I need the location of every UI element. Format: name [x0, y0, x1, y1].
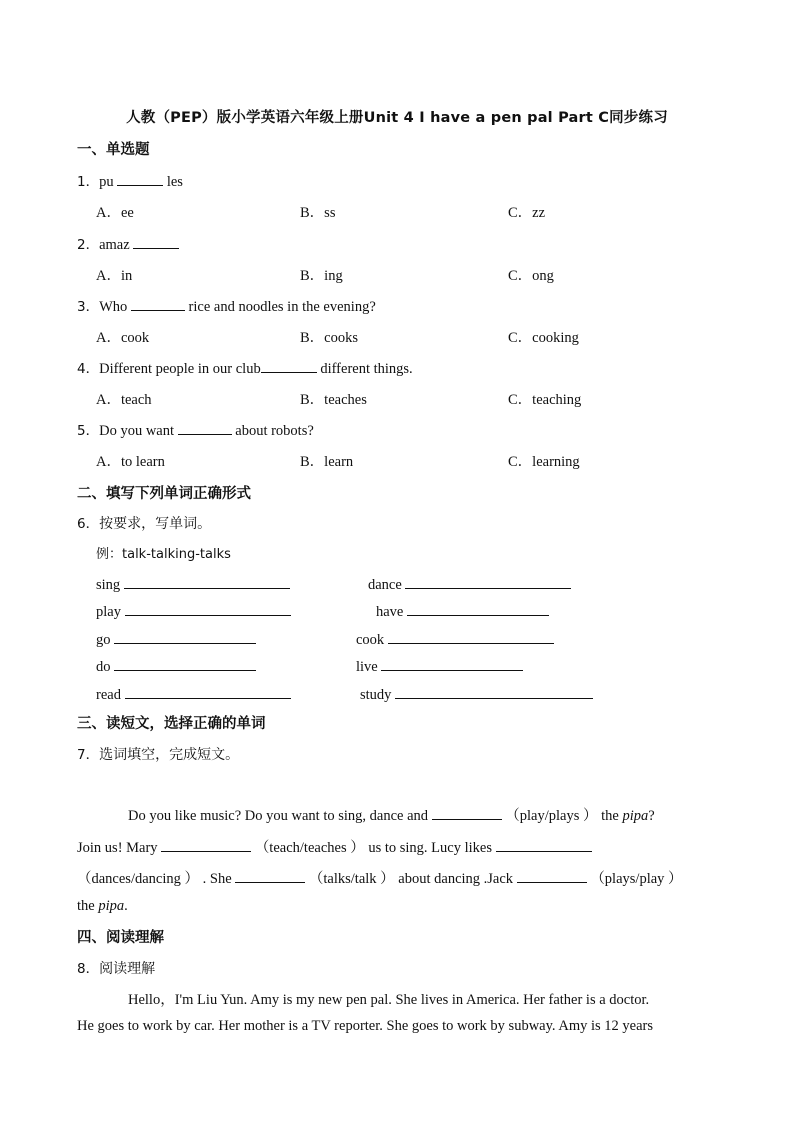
answer-blank[interactable]	[261, 358, 317, 373]
answer-blank[interactable]	[178, 420, 232, 435]
cloze-line-2	[77, 836, 592, 857]
cloze-line-1	[128, 804, 655, 825]
word-row-play	[96, 601, 291, 621]
question-3	[77, 295, 376, 316]
cloze-blank-4[interactable]	[235, 868, 305, 883]
word-answer-blank[interactable]	[405, 574, 571, 589]
option-c[interactable]: C．ong	[508, 268, 554, 284]
cloze-choice: （teach/teaches ） us to sing. Lucy likes	[254, 840, 492, 856]
cloze-text: the	[77, 898, 95, 914]
option-a[interactable]: A．to learn	[96, 454, 165, 470]
question-6	[77, 512, 211, 533]
word-answer-blank[interactable]	[395, 684, 593, 699]
word-row-have	[376, 601, 549, 621]
question-instruction: 按要求，写单词。	[99, 516, 212, 532]
option-a[interactable]: A．cook	[96, 330, 150, 346]
question-instruction: 选词填空，完成短文。	[99, 747, 240, 763]
cloze-text: Join us! Mary	[77, 840, 158, 856]
word-answer-blank[interactable]	[124, 574, 290, 589]
reading-line-1: Hello，I'm Liu Yun. Amy is my new pen pal. She lives in America. Her father is a doctor.	[128, 992, 650, 1008]
question-text-after: rice and noodles in the evening?	[188, 299, 376, 315]
cloze-text: Do you like music? Do you want to sing, dance and	[128, 808, 429, 824]
word-answer-blank[interactable]	[388, 629, 554, 644]
word-answer-blank[interactable]	[114, 656, 256, 671]
cloze-italic-word: pipa	[98, 898, 125, 914]
cloze-text: ?	[648, 808, 655, 824]
question-7	[77, 743, 239, 764]
question-number: 3．	[77, 299, 100, 315]
cloze-line-3	[77, 867, 683, 888]
option-c[interactable]: C．teaching	[508, 392, 582, 408]
question-text-before: Who	[99, 299, 128, 315]
word-row-study	[360, 684, 593, 704]
word-row-cook	[356, 629, 554, 649]
question-5	[77, 419, 314, 440]
word-row-live	[356, 656, 523, 676]
cloze-choice: （plays/play ）	[590, 871, 683, 887]
word-label: sing	[96, 577, 121, 593]
cloze-choice: （dances/dancing ） . She	[77, 871, 232, 887]
cloze-choice: （play/plays ） the	[505, 808, 619, 824]
word-label: have	[376, 604, 404, 620]
question-number: 6．	[77, 516, 100, 532]
question-text-after: about robots?	[235, 423, 314, 439]
question-number: 5．	[77, 423, 100, 439]
word-answer-blank[interactable]	[125, 601, 291, 616]
reading-line-2: He goes to work by car. Her mother is a TV reporter. She goes to work by subway. Amy is 12 years	[77, 1018, 653, 1034]
cloze-text: .	[124, 898, 128, 914]
cloze-blank-2[interactable]	[161, 837, 251, 852]
question-number: 1．	[77, 174, 100, 190]
question-number: 4．	[77, 361, 100, 377]
question-text-after: les	[166, 174, 183, 190]
option-b[interactable]: B．ing	[300, 268, 343, 284]
question-text-before: Different people in our club	[99, 361, 261, 377]
question-8	[77, 957, 155, 978]
cloze-choice: （talks/talk ） about dancing .Jack	[308, 871, 514, 887]
question-4	[77, 357, 413, 378]
word-label: go	[96, 632, 111, 648]
question-number: 7．	[77, 747, 100, 763]
answer-blank[interactable]	[133, 234, 179, 249]
question-instruction: 阅读理解	[99, 961, 156, 977]
option-c[interactable]: C．cooking	[508, 330, 579, 346]
cloze-italic-word: pipa	[622, 808, 649, 824]
option-b[interactable]: B．learn	[300, 454, 354, 470]
question-text-after: different things.	[320, 361, 413, 377]
option-c[interactable]: C．zz	[508, 205, 546, 221]
word-answer-blank[interactable]	[114, 629, 256, 644]
example-text	[96, 543, 231, 563]
question-1	[77, 170, 183, 191]
word-label: dance	[368, 577, 402, 593]
word-label: study	[360, 687, 392, 703]
word-row-do	[96, 656, 256, 676]
word-answer-blank[interactable]	[407, 601, 549, 616]
question-text-before: amaz	[99, 237, 130, 253]
cloze-blank-1[interactable]	[432, 805, 502, 820]
question-text-before: Do you want	[99, 423, 175, 439]
word-row-dance	[368, 574, 571, 594]
cloze-line-4	[77, 898, 128, 915]
option-c[interactable]: C．learning	[508, 454, 580, 470]
word-label: read	[96, 687, 121, 703]
word-label: live	[356, 659, 378, 675]
example-label: 例：talk-talking-talks	[96, 547, 231, 562]
word-answer-blank[interactable]	[125, 684, 291, 699]
option-b[interactable]: B．cooks	[300, 330, 358, 346]
option-b[interactable]: B．ss	[300, 205, 336, 221]
word-label: play	[96, 604, 121, 620]
option-a[interactable]: A．in	[96, 268, 133, 284]
question-number: 8．	[77, 961, 100, 977]
option-b[interactable]: B．teaches	[300, 392, 367, 408]
page-title: 人教（PEP）版小学英语六年级上册Unit 4 I have a pen pal Part C同步练习	[126, 110, 668, 126]
question-text-before: pu	[99, 174, 114, 190]
word-label: cook	[356, 632, 385, 648]
section-heading-single-choice: 一、单选题	[77, 142, 150, 158]
option-a[interactable]: A．teach	[96, 392, 152, 408]
option-a[interactable]: A．ee	[96, 205, 134, 221]
question-number: 2．	[77, 237, 100, 253]
word-label: do	[96, 659, 111, 675]
cloze-blank-5[interactable]	[517, 868, 587, 883]
word-answer-blank[interactable]	[381, 656, 523, 671]
cloze-blank-3[interactable]	[496, 837, 592, 852]
section-heading-word-forms: 二、填写下列单词正确形式	[77, 486, 251, 502]
word-row-sing	[96, 574, 290, 594]
answer-blank[interactable]	[117, 171, 163, 186]
section-heading-cloze: 三、读短文，选择正确的单词	[77, 716, 266, 732]
answer-blank[interactable]	[131, 296, 185, 311]
word-row-read	[96, 684, 291, 704]
question-2	[77, 233, 179, 254]
section-heading-reading: 四、阅读理解	[77, 930, 164, 946]
word-row-go	[96, 629, 256, 649]
